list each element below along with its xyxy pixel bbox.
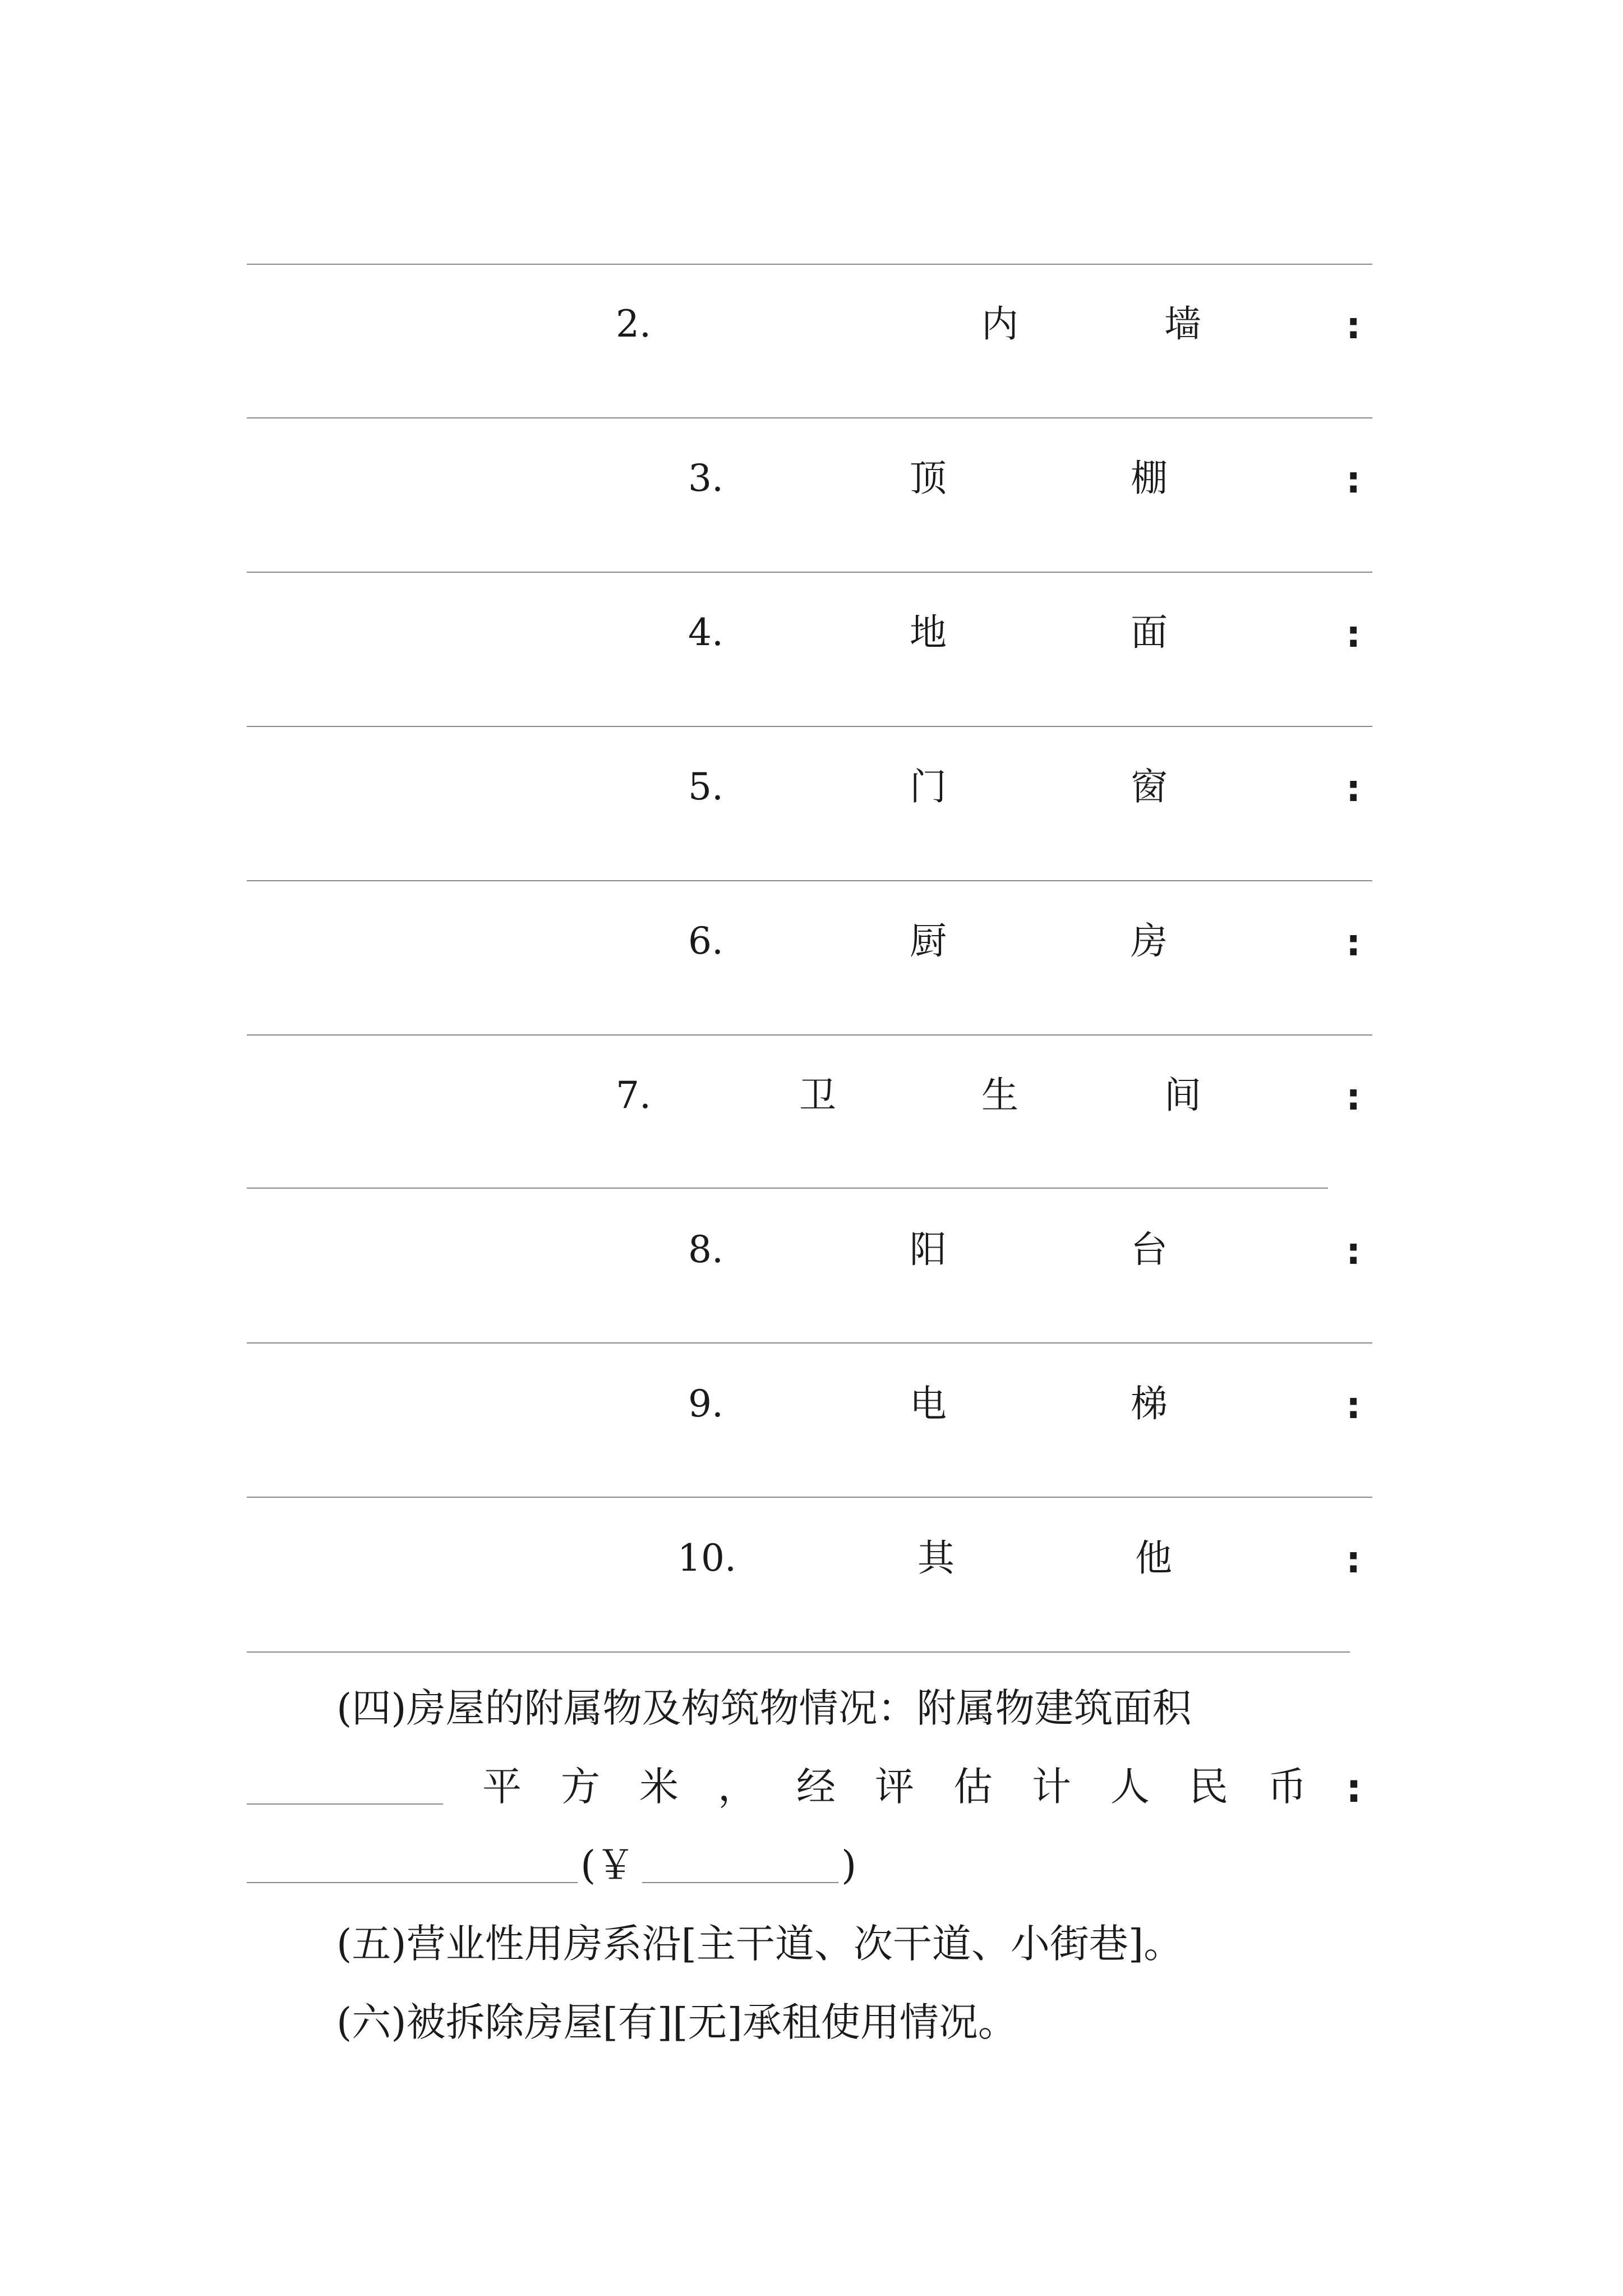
section4-char: 计: [1032, 1764, 1071, 1810]
item-char: 房: [1131, 919, 1168, 963]
blank-amount-line: [247, 1882, 578, 1883]
section-4-line1: (四)房屋的附属物及构筑物情况：附属物建筑面积: [336, 1685, 1192, 1731]
item-char: 梯: [1131, 1382, 1168, 1425]
rule-7: [247, 1342, 1372, 1343]
section4-char: 评: [875, 1764, 914, 1810]
item-char: 面: [1131, 611, 1168, 654]
rule-2: [247, 572, 1372, 573]
item-char: 顶: [910, 457, 947, 500]
item-char: 生: [981, 1074, 1018, 1117]
rule-9: [247, 1651, 1350, 1653]
rule-1: [247, 417, 1372, 418]
item-number: 10.: [677, 1536, 736, 1580]
item-char: 棚: [1131, 457, 1168, 500]
item-colon: :: [1346, 1075, 1361, 1119]
item-number: 4.: [688, 611, 723, 654]
item-colon: :: [1346, 613, 1361, 656]
item-colon: :: [1346, 1230, 1361, 1273]
item-char: 墙: [1164, 302, 1201, 346]
rule-4: [247, 880, 1372, 881]
item-number: 7.: [616, 1074, 651, 1117]
item-number: 5.: [688, 765, 723, 808]
rule-0: [247, 264, 1372, 265]
section4-char: 方: [561, 1764, 600, 1810]
section4-char: 米: [639, 1764, 679, 1810]
rule-5: [247, 1034, 1372, 1036]
item-number: 6.: [688, 919, 723, 963]
item-colon: :: [1346, 767, 1361, 810]
item-char: 厨: [910, 919, 947, 963]
section-5: (五)营业性用房系沿[主干道、次干道、小街巷]。: [336, 1921, 1183, 1967]
blank-yen-line: [642, 1882, 838, 1883]
item-number: 8.: [688, 1228, 723, 1271]
section4-colon: :: [1346, 1765, 1362, 1811]
section4-char: ，: [718, 1764, 757, 1810]
section4-char: 经: [796, 1764, 836, 1810]
rule-6: [247, 1188, 1328, 1189]
section-6: (六)被拆除房屋[有][无]承租使用情况。: [336, 1999, 1017, 2045]
item-char: 其: [917, 1536, 955, 1580]
item-char: 电: [910, 1382, 947, 1425]
item-char: 窗: [1131, 765, 1168, 808]
item-char: 阳: [910, 1228, 947, 1271]
section4-char: 平: [482, 1764, 522, 1810]
item-char: 台: [1131, 1228, 1168, 1271]
section4-char: 估: [953, 1764, 993, 1810]
item-char: 内: [981, 302, 1018, 346]
section4-char: 民: [1189, 1764, 1228, 1810]
blank-area-line: [247, 1803, 443, 1805]
section4-char: 币: [1267, 1764, 1307, 1810]
item-number: 9.: [688, 1382, 723, 1425]
yen-close: ): [841, 1842, 857, 1888]
item-char: 卫: [799, 1074, 836, 1117]
item-colon: :: [1346, 921, 1361, 964]
yen-open: (￥: [580, 1842, 635, 1888]
rule-8: [247, 1497, 1372, 1498]
item-number: 2.: [616, 302, 651, 346]
item-char: 地: [910, 611, 947, 654]
section4-char: 人: [1110, 1764, 1150, 1810]
item-char: 间: [1164, 1074, 1201, 1117]
item-colon: :: [1346, 458, 1361, 501]
item-char: 他: [1135, 1536, 1172, 1580]
item-colon: :: [1346, 1384, 1361, 1427]
rule-3: [247, 726, 1372, 727]
item-number: 3.: [688, 457, 723, 500]
item-colon: :: [1346, 1538, 1361, 1581]
item-char: 门: [910, 765, 947, 808]
item-colon: :: [1346, 304, 1361, 347]
